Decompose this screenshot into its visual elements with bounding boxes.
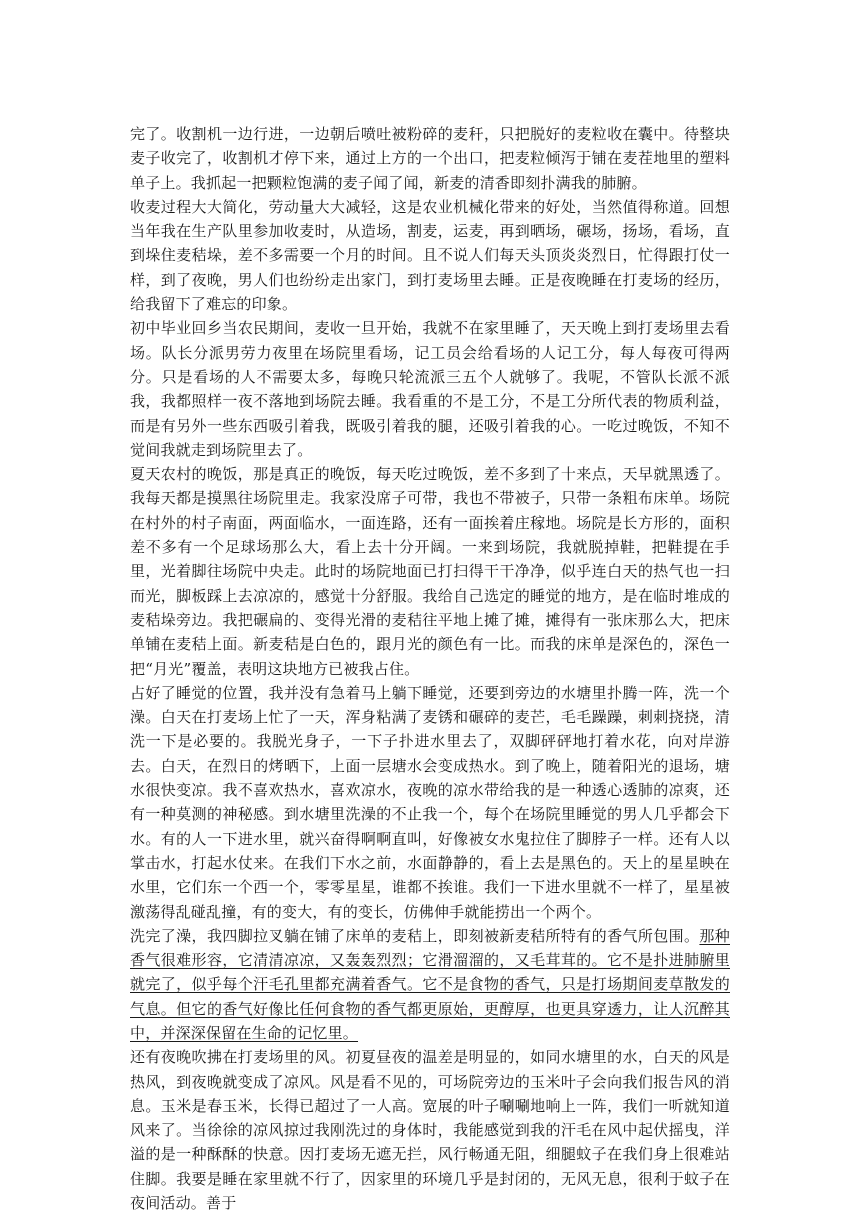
paragraph-7: 还有夜晚吹拂在打麦场里的风。初夏昼夜的温差是明显的，如同水塘里的水，白天的风是热风，到夜晚就变成了凉风。风是看不见的，可场院旁边的玉米叶子会向我们报告风的消息。玉米是春玉米，长得已超过了一人高。宽展的叶子唰唰地响上一阵，我们一听就知道风来了。当徐徐的凉风掠过我刚洗过的身体时，我能感觉到我的汗毛在风中起伏摇曳，洋溢的是一种酥酥的快意。因打麦场无遮无拦，风行畅通无阻，细腿蚊子在我们身上很难站住脚。我要是睡在家里就不行了，因家里的环境几乎是封闭的，无风无息，很利于蚊子在夜间活动。善于	[130, 1048, 730, 1213]
paragraph-3: 初中毕业回乡当农民期间，麦收一旦开始，我就不在家里睡了，天天晚上到打麦场里去看场。队长分派男劳力夜里在场院里看场，记工员会给看场的人记工分，每人每夜可得两分。只是看场的人不需要太多，每晚只轮流派三五个人就够了。我呢，不管队长派不派我，我都照样一夜不落地到场院去睡。我看重的不是工分，不是工分所代表的物质利益，而是有另外一些东西吸引着我，既吸引着我的腿，还吸引着我的心。一吃过晚饭，不知不觉间我就走到场院里去了。	[130, 319, 730, 459]
paragraph-2: 收麦过程大大简化，劳动量大大减轻，这是农业机械化带来的好处，当然值得称道。回想当年我在生产队里参加收麦时，从造场，割麦，运麦，再到晒场，碾场，扬场，看场，直到垛住麦秸垛，差不多需要一个月的时间。且不说人们每天头顶炎炎烈日，忙得跟打仗一样，到了夜晚，男人们也纷纷走出家门，到打麦场里去睡。正是夜晚睡在打麦场的经历，给我留下了难忘的印象。	[130, 197, 730, 314]
paragraph-6	[130, 924, 730, 1045]
document-page	[130, 122, 730, 1215]
paragraph-5: 占好了睡觉的位置，我并没有急着马上躺下睡觉，还要到旁边的水塘里扑腾一阵，洗一个澡。白天在打麦场上忙了一天，浑身粘满了麦锈和碾碎的麦芒，毛毛躁躁，刺刺挠挠，清洗一下是必要的。我脱光身子，一下子扑进水里去了，双脚砰砰地打着水花，向对岸游去。白天，在烈日的烤晒下，上面一层塘水会变成热水。到了晚上，随着阳光的退场，塘水很快变凉。我不喜欢热水，喜欢凉水，夜晚的凉水带给我的是一种透心透肺的凉爽，还有一种莫测的神秘感。到水塘里洗澡的不止我一个，每个在场院里睡觉的男人几乎都会下水。有的人一下进水里，就兴奋得啊啊直叫，好像被女水鬼拉住了脚脖子一样。还有人以掌击水，打起水仗来。在我们下水之前，水面静静的，看上去是黑色的。天上的星星映在水里，它们东一个西一个，零零星星，谁都不挨谁。我们一下进水里就不一样了，星星被激荡得乱碰乱撞，有的变大，有的变长，仿佛伸手就能捞出一个两个。	[130, 683, 730, 921]
paragraph-4: 夏天农村的晚饭，那是真正的晚饭，每天吃过晚饭，差不多到了十来点，天早就黑透了。我每天都是摸黑往场院里走。我家没席子可带，我也不带被子，只带一条粗布床单。场院在村外的村子南面，两面临水，一面连路，还有一面挨着庄稼地。场院是长方形的，面积差不多有一个足球场那么大，看上去十分开阔。一来到场院，我就脱掉鞋，把鞋提在手里，光着脚往场院中央走。此时的场院地面已打扫得干干净净，似乎连白天的热气也一扫而光，脚板踩上去凉凉的，感觉十分舒服。我给自己选定的睡觉的地方，是在临时堆成的麦秸垛旁边。我把碾扁的、变得光滑的麦秸往平地上摊了摊，摊得有一张床那么大，把床单铺在麦秸上面。新麦秸是白色的，跟月光的颜色有一比。而我的床单是深色的，深色一把“月光”覆盖，表明这块地方已被我占住。	[130, 465, 730, 678]
underlined-passage: 那种香气很难形容，它清清凉凉，又轰轰烈烈；它滑溜溜的，又毛茸茸的。它不是扑进肺腑里就完了，似乎每个汗毛孔里都充满着香气。它不是食物的香气，只是打场期间麦草散发的气息。但它的香气好像比任何食物的香气都更原始，更醇厚，也更具穿透力，让人沉醉其中，并深深保留在生命的记忆里。	[130, 926, 730, 1042]
paragraph-6-lead: 洗完了澡，我四脚拉叉躺在铺了床单的麦秸上，即刻被新麦秸所特有的香气所包围。	[130, 926, 700, 945]
paragraph-1: 完了。收割机一边行进，一边朝后喷吐被粉碎的麦秆，只把脱好的麦粒收在囊中。待整块麦子收完了，收割机才停下来，通过上方的一个出口，把麦粒倾泻于铺在麦茬地里的塑料单子上。我抓起一把颗粒饱满的麦子闻了闻，新麦的清香即刻扑满我的肺腑。	[130, 125, 730, 192]
